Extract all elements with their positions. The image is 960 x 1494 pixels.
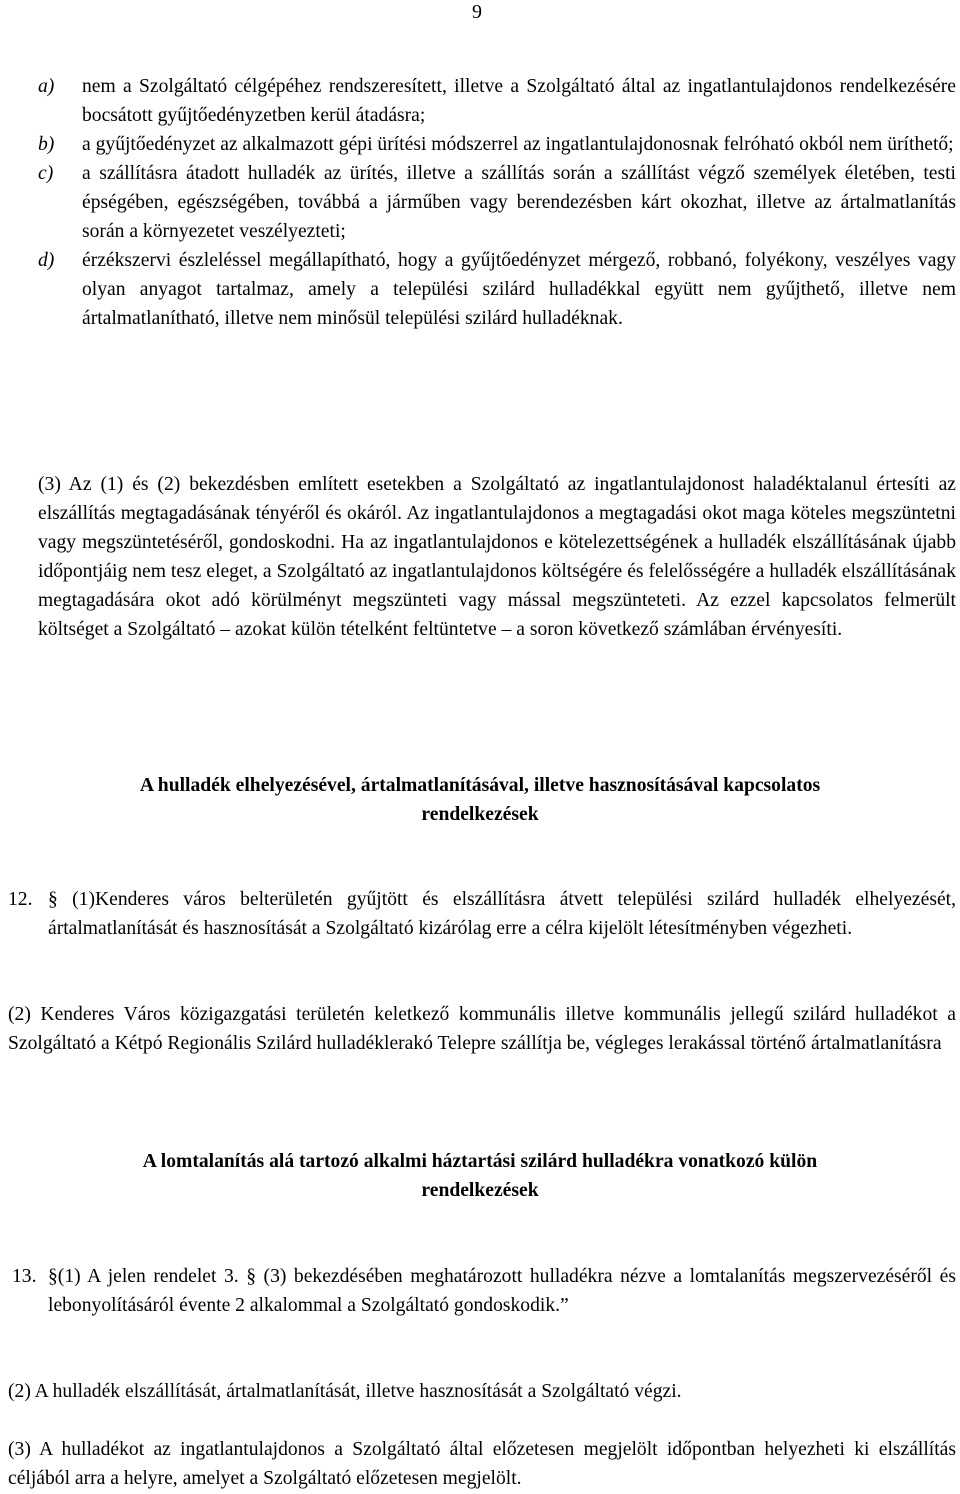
- section-12-1: [4, 885, 956, 943]
- section-13-2: (2) A hulladék elszállítását, ártalmatlanítását, illetve hasznosítását a Szolgáltató végzi.: [8, 1381, 682, 1402]
- section-number: 13.: [12, 1266, 37, 1287]
- heading-line: rendelkezések: [421, 1180, 539, 1201]
- section-text: §(1) A jelen rendelet 3. § (3) bekezdésében meghatározott hulladékra nézve a lomtalanítás megszervezéséről és lebonyolításáról évente 2 alkalommal a Szolgáltató gondoskodik.”: [48, 1266, 956, 1316]
- list-item-text: a szállításra átadott hulladék az ürítés, illetve a szállítás során a szállítást végző személyek életében, testi épségében, egészségében, továbbá a járműben vagy berendezésben kárt okozhat, illetve az ártalmatlanítás során a környezetet veszélyezteti;: [82, 163, 956, 242]
- list-marker: a): [38, 76, 55, 97]
- heading-line: rendelkezések: [421, 804, 539, 825]
- list-item-text: a gyűjtőedényzet az alkalmazott gépi ürítési módszerrel az ingatlantulajdonosnak felróható okból nem üríthető;: [82, 134, 954, 155]
- heading-line: A hulladék elhelyezésével, ártalmatlanításával, illetve hasznosításával kapcsolatos: [139, 775, 821, 796]
- list-item: [38, 159, 956, 246]
- section-text: § (1)Kenderes város belterületén gyűjtött és elszállításra átvett települési szilárd hulladék elhelyezését, ártalmatlanítását és hasznosítását a Szolgáltató kizárólag erre a célra kijelölt létesítményben végezheti.: [48, 889, 956, 939]
- page-number: 9: [472, 1, 482, 23]
- list-marker: d): [38, 250, 55, 271]
- section-heading-disposal: [0, 771, 960, 829]
- list-item: [38, 130, 956, 159]
- section-12-2: (2) Kenderes Város közigazgatási területén keletkező kommunális illetve kommunális jellegű szilárd hulladékot a Szolgáltató a Kétpó Regionális Szilárd hulladéklerakó Telepre szállítja be, végleges lerakással történő ártalmatlanításra: [8, 1004, 956, 1054]
- list-item-text: nem a Szolgáltató célgépéhez rendszeresített, illetve a Szolgáltató által az ingatlantulajdonos rendelkezésére bocsátott gyűjtőedényzetben kerül átadásra;: [82, 76, 956, 126]
- list-item: [38, 246, 956, 333]
- list-item: [38, 72, 956, 130]
- heading-line: A lomtalanítás alá tartozó alkalmi háztartási szilárd hulladékra vonatkozó külön: [142, 1151, 818, 1172]
- section-number: 12.: [8, 889, 33, 910]
- list-item-text: érzékszervi észleléssel megállapítható, hogy a gyűjtőedényzet mérgező, robbanó, folyékony, veszélyes vagy olyan anyagot tartalmaz, amely a települési szilárd hulladékkal együtt nem gyűjthető, illetve nem ártalmatlanítható, illetve nem minősül települési szilárd hulladéknak.: [82, 250, 956, 329]
- section-13-3: (3) A hulladékot az ingatlantulajdonos a Szolgáltató által előzetesen megjelölt időpontban helyezheti ki elszállítás céljából arra a helyre, amelyet a Szolgáltató előzetesen megjelölt.: [8, 1439, 956, 1489]
- section-heading-bulky-waste: [0, 1147, 960, 1205]
- list-marker: c): [38, 163, 54, 184]
- list-marker: b): [38, 134, 55, 155]
- section-13-1: [4, 1262, 956, 1320]
- paragraph-3: (3) Az (1) és (2) bekezdésben említett esetekben a Szolgáltató az ingatlantulajdonost haladéktalanul értesíti az elszállítás megtagadásának tényéről és okáról. Az ingatlantulajdonos a megtagadási okot maga köteles megszüntetni vagy megszüntetéséről, gondoskodni. Ha az ingatlantulajdonos e kötelezettségének a hulladék elszállításának újabb időpontjáig nem tesz eleget, a Szolgáltató az ingatlantulajdonos költségére és felelősségére a hulladék elszállításának megtagadására okot adó körülményt megszünteti vagy mással megszünteteti. Az ezzel kapcsolatos felmerült költséget a Szolgáltató – azokat külön tételként feltüntetve – a soron következő számlában érvényesíti.: [38, 474, 956, 640]
- condition-list: [38, 72, 956, 333]
